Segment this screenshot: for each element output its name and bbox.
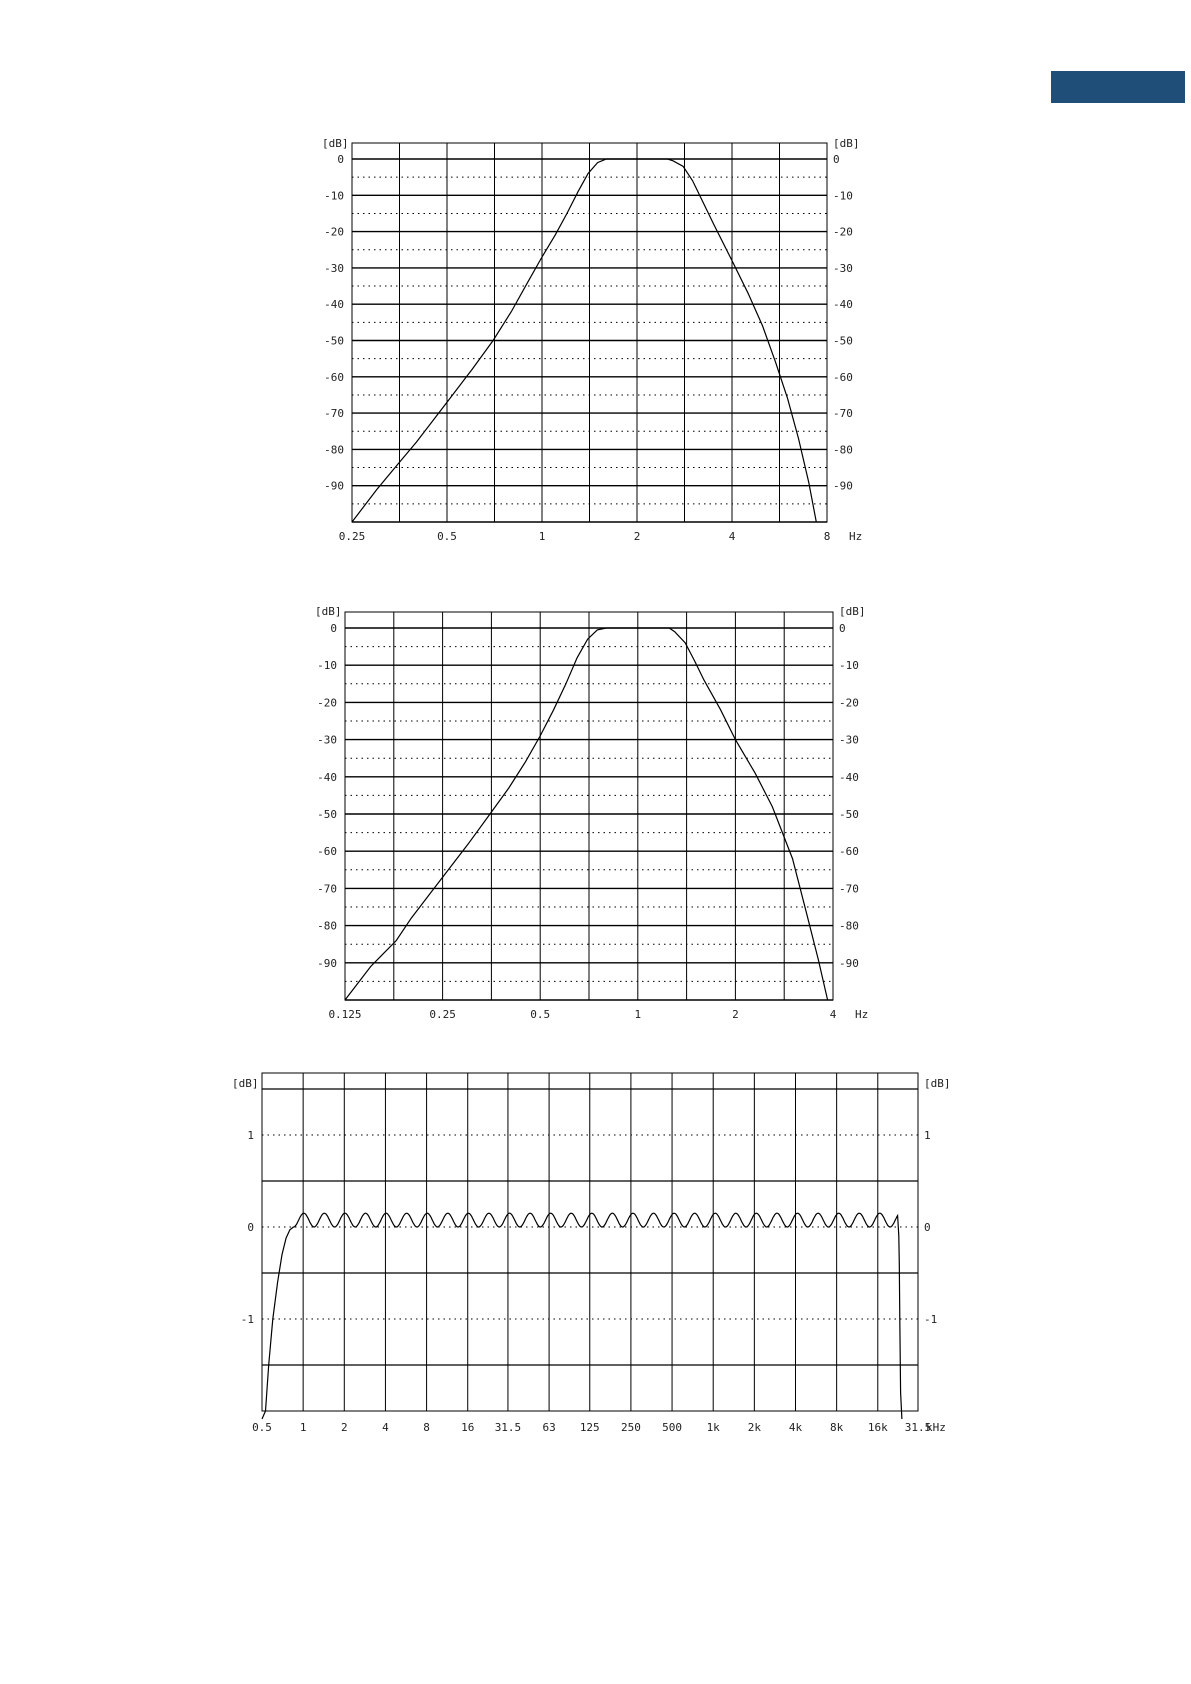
y-tick-label-right: -10 (839, 659, 859, 673)
x-tick-label: 500 (662, 1421, 682, 1434)
y-tick-label-left: -80 (317, 919, 337, 933)
x-tick-label: 8k (830, 1421, 844, 1434)
y-tick-label-right: -90 (833, 479, 853, 493)
y-tick-label-right: -50 (833, 334, 853, 348)
y-tick-label-right: -40 (833, 298, 853, 312)
x-tick-label: 2 (633, 530, 641, 543)
x-tick-label: 63 (542, 1421, 556, 1434)
series-line (262, 1213, 902, 1419)
y-tick-label-right: -30 (839, 733, 859, 747)
x-tick-label: 4 (829, 1008, 837, 1021)
y-tick-label-right: -80 (839, 919, 859, 933)
y-tick-label-left: -20 (317, 696, 337, 710)
header-tab (1051, 71, 1185, 103)
y-tick-label-left: -40 (324, 298, 344, 312)
x-tick-label: 2k (747, 1421, 761, 1434)
chart-3-passband-ripple (0, 1075, 1191, 1435)
y-tick-label-right: -70 (839, 882, 859, 896)
x-tick-label: 1 (299, 1421, 307, 1434)
x-tick-label: 1k (706, 1421, 720, 1434)
y-tick-label-right: 0 (924, 1221, 931, 1234)
y-unit-label-right: [dB] (833, 137, 860, 150)
x-tick-label: 2 (340, 1421, 348, 1434)
y-unit-label-right: [dB] (839, 605, 866, 618)
y-tick-label-right: -70 (833, 407, 853, 421)
y-unit-label-left: [dB] (315, 605, 342, 618)
y-tick-label-left: -10 (324, 189, 344, 203)
x-unit-label: Hz (855, 1008, 869, 1021)
y-tick-label-left: -60 (317, 845, 337, 859)
y-tick-label-right: -1 (924, 1313, 938, 1326)
y-tick-label-right: 0 (833, 153, 840, 166)
y-unit-label-left: [dB] (232, 1077, 259, 1090)
y-unit-label-left: [dB] (322, 137, 349, 150)
y-tick-label-right: 1 (924, 1129, 931, 1142)
y-tick-label-left: -40 (317, 770, 337, 784)
y-tick-label-right: -20 (833, 225, 853, 239)
x-tick-label: 0.25 (429, 1008, 456, 1021)
chart-1-frequency-response (0, 130, 1191, 550)
y-tick-label-left: -50 (317, 808, 337, 821)
y-tick-label-right: -20 (839, 696, 859, 710)
y-tick-label-left: -20 (324, 225, 344, 239)
chart-2-frequency-response (0, 600, 1191, 1020)
x-tick-label: 8 (423, 1421, 430, 1434)
y-tick-label-left: 0 (247, 1221, 254, 1234)
x-tick-label: 2 (732, 1008, 739, 1021)
y-tick-label-left: -90 (324, 479, 344, 493)
y-tick-label-right: -40 (839, 770, 859, 784)
x-tick-label: 0.125 (328, 1008, 362, 1021)
y-tick-label-left: -30 (317, 733, 337, 747)
y-tick-label-left: -70 (324, 407, 344, 421)
x-tick-label: 31.5 (904, 1421, 932, 1434)
x-tick-label: 4k (788, 1421, 803, 1434)
x-tick-label: 4 (382, 1421, 389, 1434)
x-tick-label: 4 (728, 530, 736, 543)
y-unit-label-right: [dB] (924, 1077, 951, 1090)
x-tick-label: 16k (867, 1421, 888, 1434)
x-tick-label: 0.25 (338, 530, 366, 543)
x-tick-label: 250 (620, 1421, 641, 1434)
y-tick-label-left: 0 (330, 622, 337, 635)
x-unit-label: Hz (849, 530, 863, 543)
y-tick-label-right: -80 (833, 443, 853, 457)
y-tick-label-left: -70 (317, 882, 337, 896)
x-tick-label: 1 (634, 1008, 642, 1021)
x-tick-label: 8 (823, 530, 831, 543)
x-tick-label: 0.5 (437, 530, 457, 543)
x-tick-label: 0.5 (252, 1421, 272, 1434)
y-tick-label-left: 1 (247, 1129, 254, 1142)
x-tick-label: 1 (538, 530, 546, 543)
y-tick-label-right: -30 (833, 261, 853, 275)
y-tick-label-right: -90 (839, 956, 859, 970)
y-tick-label-left: -10 (317, 659, 337, 673)
y-tick-label-right: -50 (839, 808, 859, 821)
x-tick-label: 16 (461, 1421, 475, 1434)
y-tick-label-left: -50 (324, 334, 344, 348)
y-tick-label-right: 0 (839, 622, 846, 635)
x-tick-label: 0.5 (530, 1008, 551, 1021)
y-tick-label-left: -1 (240, 1313, 254, 1326)
y-tick-label-left: -60 (324, 370, 344, 384)
y-tick-label-right: -10 (833, 189, 853, 203)
y-tick-label-left: 0 (337, 153, 344, 166)
y-tick-label-right: -60 (839, 845, 859, 859)
y-tick-label-left: -90 (317, 956, 337, 970)
y-tick-label-right: -60 (833, 370, 853, 384)
y-tick-label-left: -30 (324, 261, 344, 275)
x-tick-label: 125 (579, 1421, 600, 1434)
y-tick-label-left: -80 (324, 443, 344, 457)
x-unit-label: kHz (926, 1421, 946, 1434)
x-tick-label: 31.5 (494, 1421, 522, 1434)
